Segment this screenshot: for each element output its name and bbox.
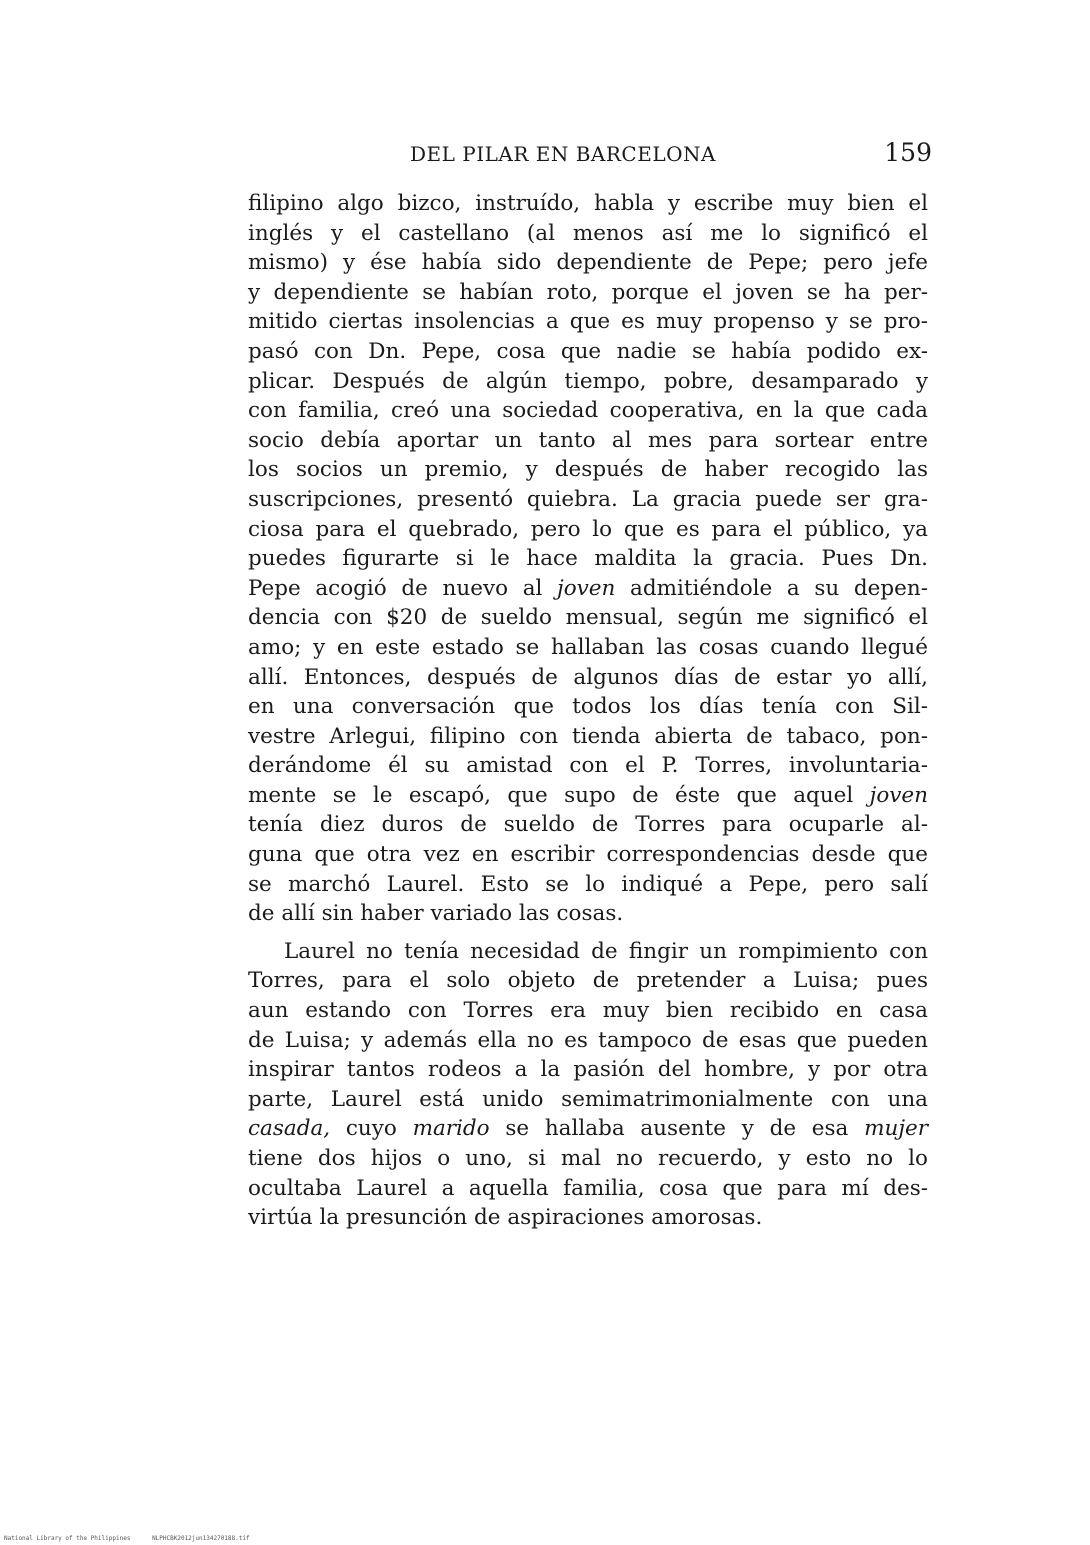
text-line: y dependiente se habían roto, porque el joven se ha per- <box>248 279 928 305</box>
text-run: admitiéndole a su depen- <box>615 575 928 601</box>
text-line: guna que otra vez en escribir correspondencias desde que <box>248 842 928 868</box>
text-line: de allí sin haber variado las cosas. <box>248 901 624 927</box>
text-line: tiene dos hijos o uno, si mal no recuerdo, y esto no lo <box>248 1146 928 1171</box>
text-line: ciosa para el quebrado, pero lo que es para el público, ya <box>248 516 928 542</box>
text-line: derándome él su amistad con el P. Torres, involuntaria- <box>248 753 928 779</box>
running-head <box>246 138 936 174</box>
paragraph <box>248 189 928 929</box>
italic-word: marido <box>412 1116 490 1142</box>
italic-word: mujer <box>864 1116 928 1142</box>
text-line: virtúa la presunción de aspiraciones amorosas. <box>248 1205 763 1231</box>
scan-footer <box>4 1535 268 1542</box>
text-line: aun estando con Torres era muy bien recibido en casa <box>248 998 928 1024</box>
paragraph <box>248 937 928 1233</box>
text-line: tenía diez duros de sueldo de Torres para ocuparle al- <box>248 812 928 838</box>
text-line: en una conversación que todos los días tenía con Sil- <box>248 694 928 720</box>
text-line: pasó con Dn. Pepe, cosa que nadie se había podido ex- <box>248 338 928 364</box>
text-run: cuyo <box>330 1116 413 1142</box>
file-id: NLPHCBK2012jun134270188.tif <box>152 1535 250 1542</box>
text-line: Laurel no tenía necesidad de fingir un rompimiento con <box>284 938 928 964</box>
italic-word: casada, <box>248 1116 331 1142</box>
text-line <box>248 1114 928 1144</box>
italic-word: joven <box>869 782 928 808</box>
text-line: se marchó Laurel. Esto se lo indiqué a Pepe, pero salí <box>248 871 928 897</box>
text-line: puedes figurarte si le hace maldita la gracia. Pues Dn. <box>248 546 928 572</box>
text-line: con familia, creó una sociedad cooperativa, en la que cada <box>248 398 928 424</box>
text-line: dencia con $20 de sueldo mensual, según me significó el <box>248 605 928 631</box>
text-line <box>248 574 928 604</box>
text-line: inglés y el castellano (al menos así me lo significó el <box>248 220 928 246</box>
text-run: mente se le escapó, que supo de éste que aquel <box>248 782 870 808</box>
text-line <box>248 781 928 811</box>
running-title: DEL PILAR EN BARCELONA <box>410 142 716 166</box>
paragraph-gap <box>248 929 928 937</box>
italic-word: joven <box>557 575 616 601</box>
text-line: allí. Entonces, después de algunos días de estar yo allí, <box>248 664 928 690</box>
text-line: vestre Arlegui, filipino con tienda abierta de tabaco, pon- <box>248 723 928 749</box>
body-text <box>248 189 928 1233</box>
text-line: mitido ciertas insolencias a que es muy propenso y se pro- <box>248 309 928 335</box>
text-line: los socios un premio, y después de haber recogido las <box>248 457 928 483</box>
text-line: inspirar tantos rodeos a la pasión del hombre, y por otra <box>248 1057 928 1083</box>
text-line: ocultaba Laurel a aquella familia, cosa que para mí des- <box>248 1175 928 1201</box>
text-line: de Luisa; y además ella no es tampoco de esas que pueden <box>248 1027 928 1053</box>
text-line: plicar. Después de algún tiempo, pobre, desamparado y <box>248 368 928 394</box>
text-run: se hallaba ausente y de esa <box>489 1116 865 1142</box>
text-line: parte, Laurel está unido semimatrimonialmente con una <box>248 1086 928 1112</box>
text-line: Torres, para el solo objeto de pretender a Luisa; pues <box>248 968 928 994</box>
text-line: socio debía aportar un tanto al mes para sortear entre <box>248 427 928 453</box>
text-line: suscripciones, presentó quiebra. La gracia puede ser gra- <box>248 486 928 512</box>
text-line: filipino algo bizco, instruído, habla y escribe muy bien el <box>248 191 928 216</box>
text-run: Pepe acogió de nuevo al <box>248 575 558 601</box>
text-line: mismo) y ése había sido dependiente de Pepe; pero jefe <box>248 250 928 276</box>
text-line: amo; y en este estado se hallaban las cosas cuando llegué <box>248 634 928 660</box>
page-number: 159 <box>884 138 932 167</box>
library-credit: National Library of the Philippines <box>4 1535 131 1542</box>
